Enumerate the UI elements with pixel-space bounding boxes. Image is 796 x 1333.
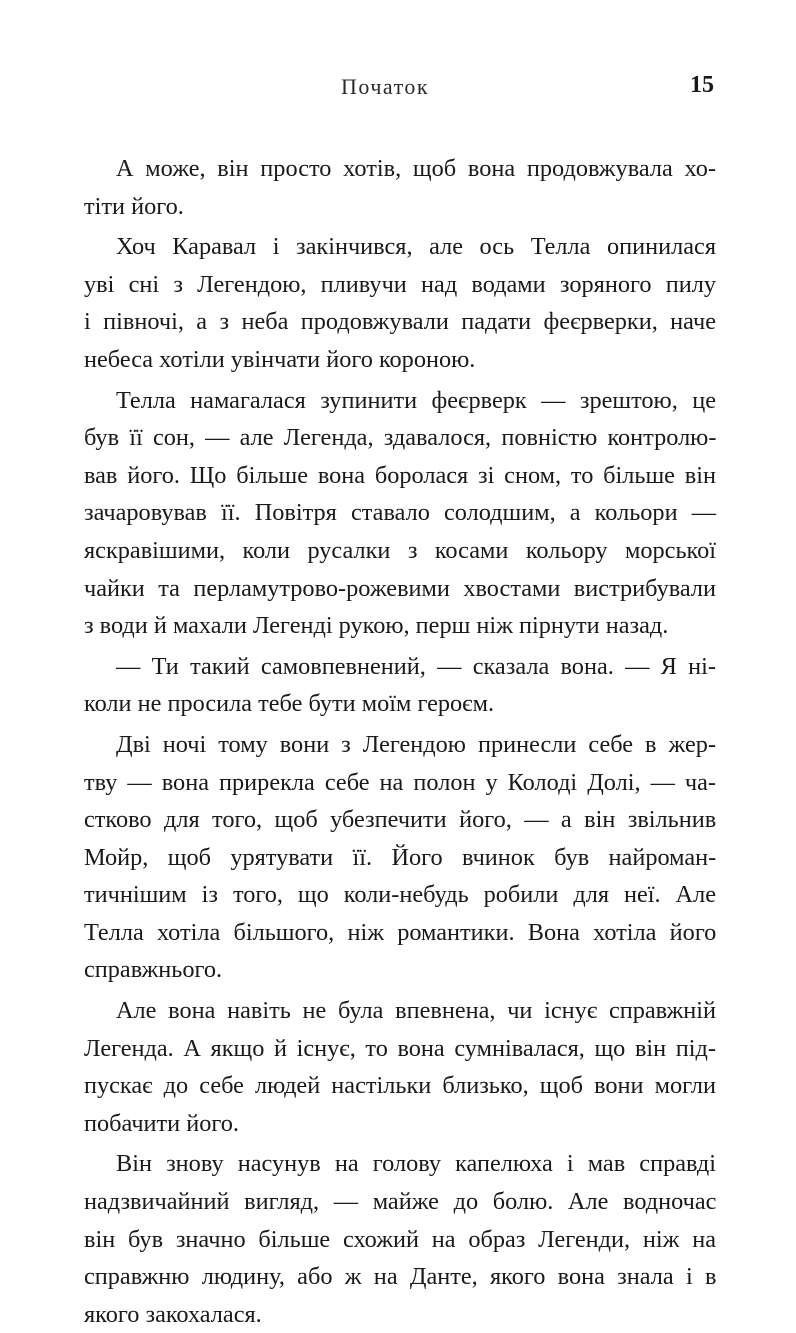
text-line: якого закохалася.	[84, 1300, 262, 1328]
text-line: коли не просила тебе бути моїм героєм.	[84, 690, 495, 718]
text-line: тву — вона прирекла себе на полон у Колоді Долі, — ча-	[84, 768, 716, 796]
text-line: з води й махали Легенді рукою, перш ніж пірнути назад.	[84, 612, 669, 640]
text-line: справжню людину, або ж на Данте, якого вона знала і в	[84, 1263, 717, 1291]
text-line: яскравішими, коли русалки з косами кольору морської	[84, 536, 716, 564]
paragraph	[84, 648, 716, 723]
text-line: чайки та перламутрово-рожевими хвостами вистрибували	[84, 574, 716, 602]
text-line: уві сні з Легендою, пливучи над водами зоряного пилу	[84, 270, 716, 298]
text-line: тіти його.	[84, 192, 184, 220]
text-line: Телла хотіла більшого, ніж романтики. Вона хотіла його	[84, 918, 717, 946]
text-line: Хоч Каравал і закінчився, але ось Телла опинилася	[116, 233, 716, 261]
text-line: Телла намагалася зупинити феєрверк — зрештою, це	[116, 386, 716, 414]
text-line: А може, він просто хотів, щоб вона продовжувала хо-	[116, 155, 716, 182]
body-text	[84, 150, 716, 1333]
running-header	[0, 72, 796, 106]
paragraph	[84, 992, 716, 1142]
text-line: стково для того, щоб убезпечити його, — а він звільнив	[84, 806, 717, 834]
paragraph	[84, 726, 716, 989]
text-line: побачити його.	[84, 1109, 239, 1137]
chapter-title: Початок	[341, 74, 430, 99]
paragraph	[84, 150, 716, 225]
text-line: Він знову насунув на голову капелюха і мав справді	[116, 1150, 716, 1178]
text-line: тичнішим із того, що коли-небудь робили для неї. Але	[84, 881, 716, 909]
page-number: 15	[690, 72, 714, 98]
text-line: зачаровував її. Повітря ставало солодшим, а кольори —	[84, 499, 716, 527]
paragraph	[84, 228, 716, 378]
text-line: Але вона навіть не була впевнена, чи існує справжній	[116, 997, 716, 1025]
text-line: пускає до себе людей настільки близько, щоб вони могли	[84, 1072, 716, 1100]
text-line: і півночі, а з неба продовжували падати феєрверки, наче	[84, 308, 716, 336]
paragraph	[84, 382, 716, 645]
text-line: він був значно більше схожий на образ Легенди, ніж на	[84, 1225, 716, 1253]
text-line: — Ти такий самовпевнений, — сказала вона. — Я ні-	[116, 652, 716, 680]
text-line: Дві ночі тому вони з Легендою принесли себе в жер-	[116, 730, 716, 758]
text-line: надзвичайний вигляд, — майже до болю. Але водночас	[84, 1188, 717, 1216]
text-line: Легенда. А якщо й існує, то вона сумнівалася, що він під-	[84, 1034, 716, 1062]
text-line: вав його. Що більше вона боролася зі сном, то більше він	[84, 461, 716, 489]
text-line: Мойр, щоб урятувати її. Його вчинок був найроман-	[84, 843, 717, 871]
text-line: справжнього.	[84, 956, 223, 984]
text-line: був її сон, — але Легенда, здавалося, повністю контролю-	[84, 424, 717, 452]
paragraph	[84, 1145, 716, 1333]
text-line: небеса хотіли увінчати його короною.	[84, 345, 476, 373]
